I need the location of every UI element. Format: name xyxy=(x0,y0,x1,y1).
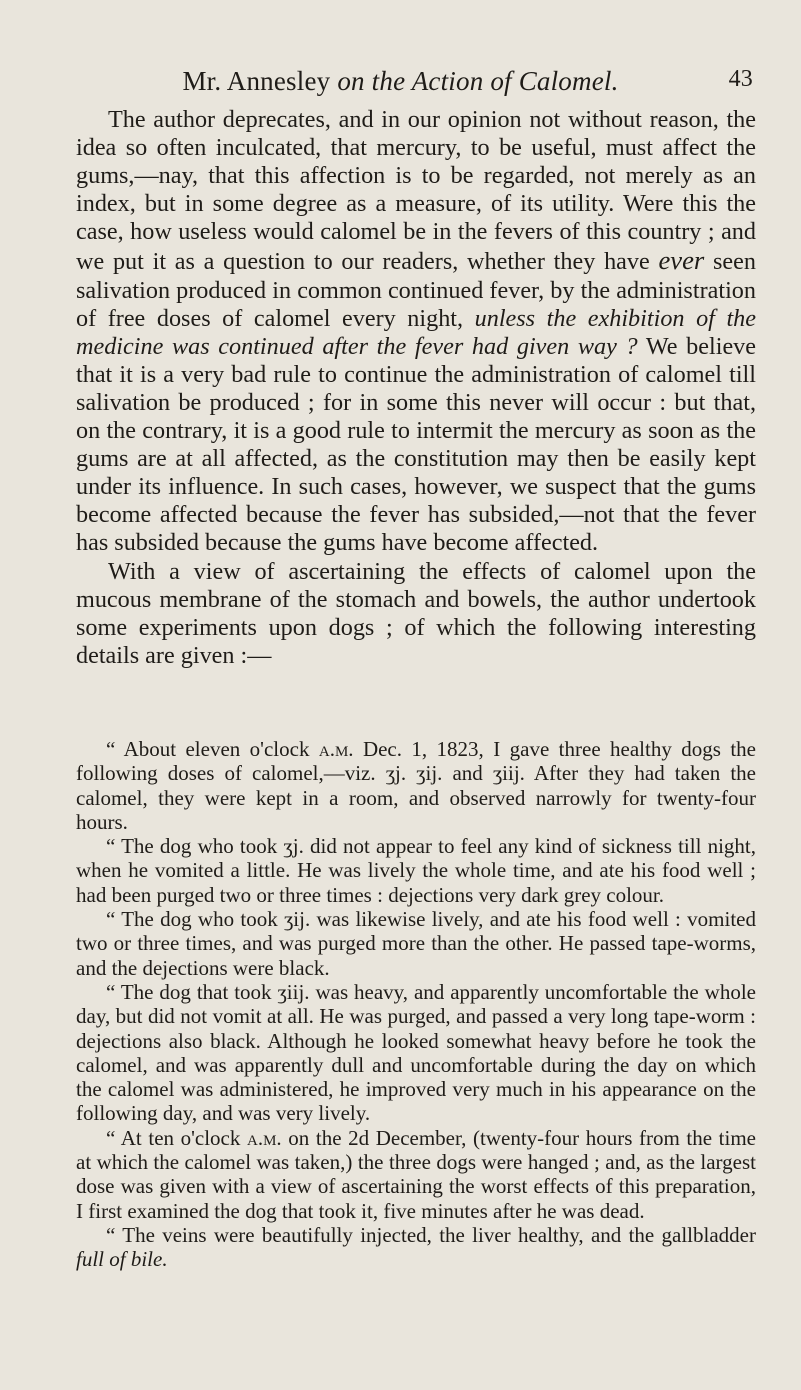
quote-paragraph: “ The veins were beautifully injected, the liver healthy, and the gallbladder full of bile. xyxy=(76,1222,756,1272)
quote-paragraph: “ The dog who took ʒij. was likewise lively, and ate his food well : vomited two or three times, and was purged more than the other. He passed tape-worms, and the dejections were black. xyxy=(76,907,756,980)
paragraph: With a view of ascertaining the effects of calomel upon the mucous membrane of the stomach and bowels, the author undertook some experiments upon dogs ; of which the following interesting details are given :— xyxy=(76,557,756,669)
quote-paragraph: “ The dog who took ʒj. did not appear to feel any kind of sickness till night, when he vomited a little. He was lively the whole time, and ate his food well ; had been purged two or three times : dejections very dark grey colour. xyxy=(76,834,756,907)
quoted-extract xyxy=(76,737,756,1272)
body-text xyxy=(76,106,756,670)
quote-paragraph: “ About eleven o'clock a.m. Dec. 1, 1823, I gave three healthy dogs the following doses of calomel,—viz. ʒj. ʒij. and ʒiij. After they had taken the calomel, they were kept in a room, and observed narrowly for twenty-four hours. xyxy=(76,737,756,834)
quote-paragraph: “ The dog that took ʒiij. was heavy, and apparently uncomfortable the whole day, but did not vomit at all. He was purged, and passed a very long tape-worm : dejections also black. Although he looked somewhat heavy before he took the calomel, and was apparently dull and uncomfortable during the day on which the calomel was administered, he improved very much in his appearance on the following day, and was very lively. xyxy=(76,979,756,1126)
running-head-author: Mr. Annesley xyxy=(182,66,331,96)
page-number: 43 xyxy=(728,66,753,92)
running-head-title: on the Action of Calomel. xyxy=(337,66,619,96)
paragraph: The author deprecates, and in our opinion not without reason, the idea so often inculcated, that mercury, to be useful, must affect the gums,—nay, that this affection is to be regarded, not merely as an index, but in some degree as a measure, of its utility. Were this the case, how useless would calomel be in the fevers of this country ; and we put it as a question to our readers, whether they have ever seen salivation produced in common continued fever, by the administration of free doses of calomel every night, unless the exhibition of the medicine was continued after the fever had given way ? We believe that it is a very bad rule to continue the administration of calomel till salivation be produced ; for in some this never will occur : but that, on the contrary, it is a good rule to intermit the mercury as soon as the gums are at all affected, as the constitution may then be easily kept under its influence. In such cases, however, we suspect that the gums become affected because the fever has subsided,—not that the fever has subsided because the gums have become affected. xyxy=(76,106,757,557)
quote-paragraph: “ At ten o'clock a.m. on the 2d December, (twenty-four hours from the time at which the calomel was taken,) the three dogs were hanged ; and, as the largest dose was given with a view of ascertaining the worst effects of this preparation, I first examined the dog that took it, five minutes after he was dead. xyxy=(76,1125,756,1223)
running-head xyxy=(0,66,801,97)
